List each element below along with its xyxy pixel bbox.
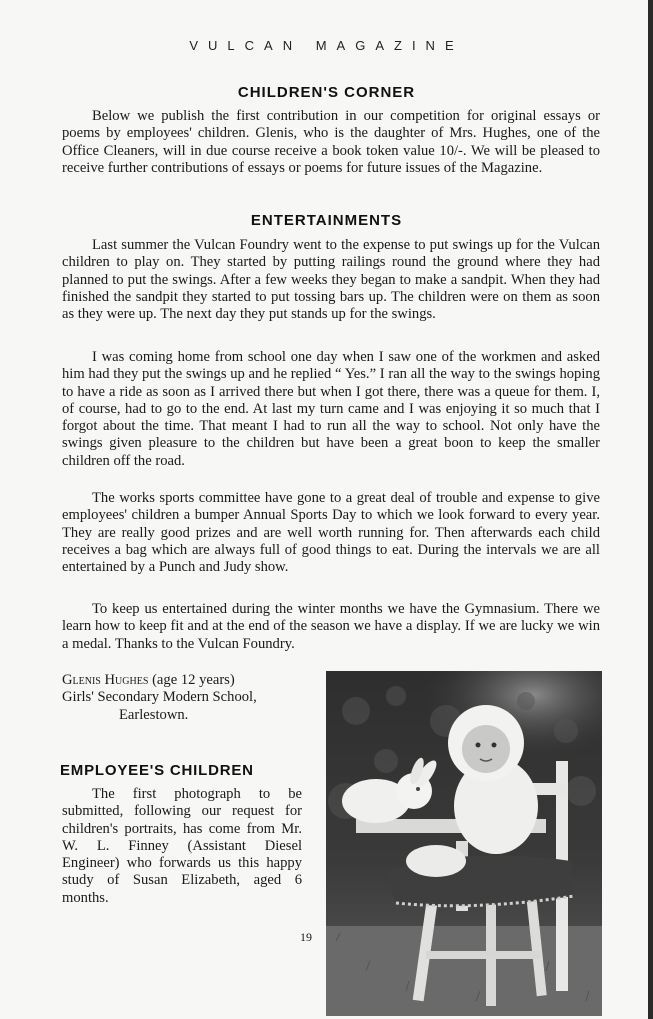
baby-in-high-chair-photo (326, 671, 602, 1016)
entertainments-heading: ENTERTAINMENTS (250, 212, 403, 229)
author-name: Glenis Hughes (62, 672, 149, 688)
author-age: (age 12 years) (152, 672, 235, 688)
entertainments-paragraph-2: I was coming home from school one day when I saw one of the workmen and asked him had they put the swings up and he replied “ Yes.” I ran all the way to the swings hoping to have a ride as soon as I arrived there but when I got there, there was a queue for them. I, of course, had to go to the end. At last my turn came and I was enjoying it so much that I forgot about the time. That meant I had to run all the way to school. Not only have the swings given pleasure to the children but have been a great boon to keep the smaller children off the road. (62, 349, 600, 469)
entertainments-paragraph-3: The works sports committee have gone to a great deal of trouble and expense to give employees' children a bumper Annual Sports Day to which we look forward to every year. They are really good prizes and are well worth running for. Then afterwards each child receives a bag which are always full of good things to eat. During the intervals we are all entertained by a Punch and Judy show. (62, 490, 600, 576)
childrens-corner-intro: Below we publish the first contribution in our competition for original essays or poems by employees' children. Glenis, who is the daughter of Mrs. Hughes, one of the Office Cleaners, will in due course receive a book token value 10/-. We will be pleased to receive further contributions of essays or poems for future issues of the Magazine. (62, 108, 600, 176)
entertainments-paragraph-1: Last summer the Vulcan Foundry went to the expense to put swings up for the Vulcan children to play on. They started by putting railings round the ground where they had planned to put the swings. After a few weeks they began to make a sandpit. When they had finished the sandpit they started to put tossing bars up. The children were on them as soon as they were up. The next day they put stands up for the swings. (62, 237, 600, 323)
employees-children-heading: EMPLOYEE'S CHILDREN (60, 762, 254, 779)
childrens-corner-heading: CHILDREN'S CORNER (237, 84, 416, 101)
page-number: 19 (300, 930, 312, 944)
page-edge (648, 0, 653, 1019)
entertainments-paragraph-4: To keep us entertained during the winter months we have the Gymnasium. There we learn how to keep fit and at the end of the season we have a display. If we are lucky we win a medal. Thanks to the Vulcan Foundry. (62, 601, 600, 652)
photo-caption: The first photograph to be submitted, following our request for children's portraits, has come from Mr. W. L. Finney (Assistant Diesel Engineer) who forwards us this happy study of Susan Elizabeth, aged 6 months. (62, 786, 302, 906)
author-school: Girls' Secondary Modern School, (62, 689, 257, 706)
running-head: VULCAN MAGAZINE (189, 38, 464, 53)
author-town: Earlestown. (119, 706, 189, 723)
author-signature (62, 672, 322, 724)
